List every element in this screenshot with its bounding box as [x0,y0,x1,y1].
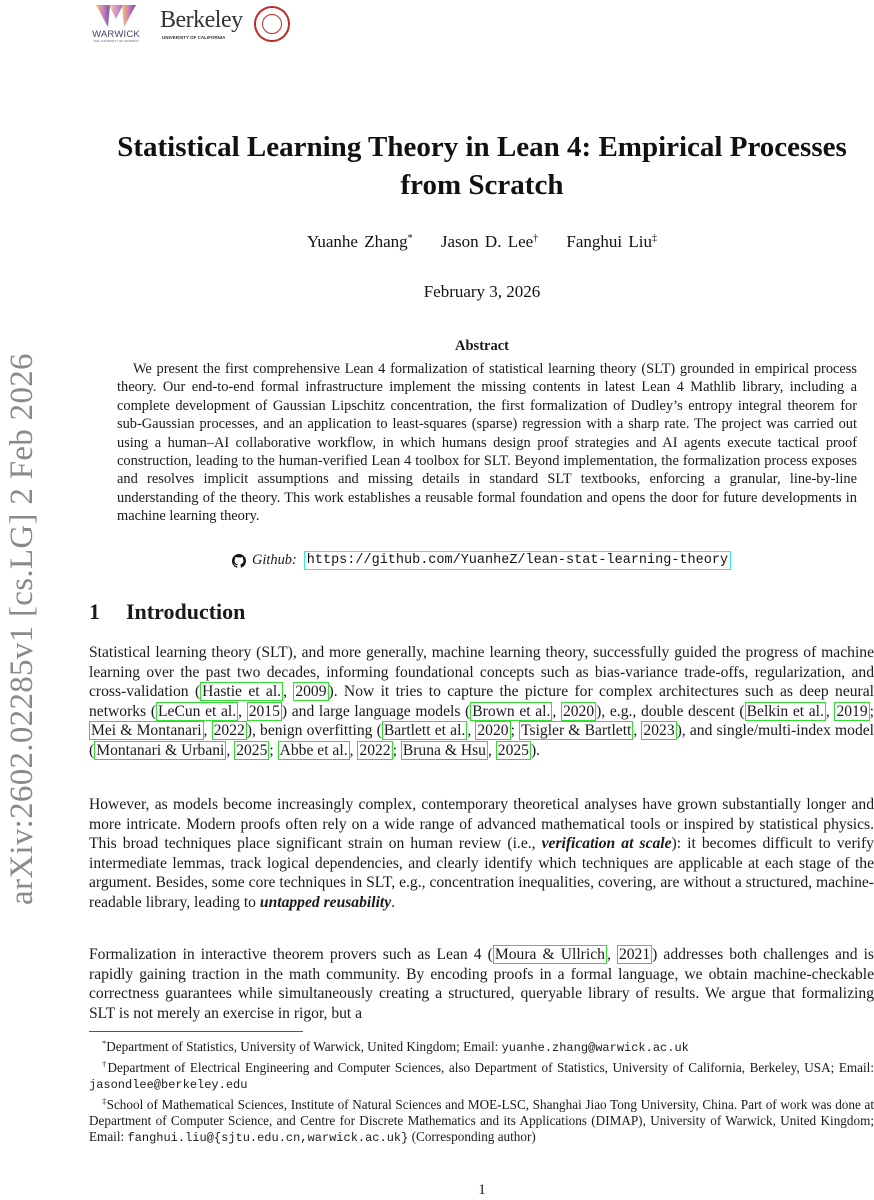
footnote-item [89,1035,874,1056]
footnote-mark: * [102,1038,107,1048]
warwick-w-icon [96,5,136,27]
email-address[interactable]: fanghui.liu@{sjtu.edu.cn,warwick.ac.uk} [127,1131,409,1145]
berkeley-logo [160,3,243,45]
text-run: ), e.g., double descent ( [596,702,745,720]
github-link-line [232,551,731,570]
author [566,232,657,251]
section-number: 1 [89,599,100,624]
citation-year-link[interactable]: 2020 [477,722,509,740]
citation-link[interactable]: Belkin et al. [746,702,824,720]
berkeley-name: Berkeley [160,7,243,33]
berkeley-subtitle: UNIVERSITY OF CALIFORNIA [162,35,226,40]
citation-link[interactable]: Montanari & Urbani [96,741,225,759]
footnote-mark[interactable]: † [533,233,539,244]
github-label: Github: [252,552,297,568]
author-name: Jason D. Lee [440,232,534,251]
citation-year-link[interactable]: 2020 [562,702,595,720]
emphasis-verification-at-scale: verification at scale [541,835,672,853]
text-run: ). Now it tries to capture the picture for complex architectures such as deep neural networks ( [89,683,874,720]
citation-year-link[interactable]: 2019 [836,702,868,720]
text-run: ), benign overfitting ( [246,722,382,740]
paper-title: Statistical Learning Theory in Lean 4: Empirical Processes from Scratch [117,131,847,201]
citation-link[interactable]: Bartlett et al. [383,722,466,740]
footnote-mark[interactable]: * [407,233,413,244]
author-list [90,232,874,252]
arxiv-identifier-stamp: arXiv:2602.02285v1 [cs.LG] 2 Feb 2026 [4,353,40,905]
publication-date: February 3, 2026 [423,282,541,301]
footnote-mark: † [102,1059,108,1069]
github-icon [232,554,246,568]
footnote-item [89,1056,874,1093]
github-url-link[interactable]: https://github.com/YuanheZ/lean-stat-learning-theory [304,551,731,570]
footnote-divider [89,1031,303,1032]
citation-link[interactable]: Moura & Ullrich [494,946,605,963]
citation-year-link[interactable]: 2025 [236,741,268,759]
footnote-mark[interactable]: ‡ [652,233,658,244]
footnote-suffix: (Corresponding author) [408,1129,536,1144]
email-address[interactable]: jasondlee@berkeley.edu [89,1078,248,1092]
citation-year-link[interactable]: 2025 [497,741,529,759]
citation-year-link[interactable]: 2021 [618,946,651,963]
section-title: Introduction [126,599,246,624]
citation-link[interactable]: Abbe et al. [279,741,348,759]
footnote-text: Department of Electrical Engineering and Computer Sciences, also Department of Statistics, University of California, Berkeley, USA; Email: [107,1060,874,1075]
institution-logos [86,2,290,46]
warwick-logo [86,3,146,45]
footnote-text: School of Mathematical Sciences, Institute of Natural Sciences and MOE-LSC, Shanghai Jiao Tong University, China. Part of work was done at Department of Computer Science, and Centre for Discrete Mathematics and its Applications (DIMAP), University of Warwick, United Kingdom; Email: [89,1097,874,1144]
text-run: ): it becomes difficult to verify intermediate lemmas, track logical dependencies, and clearly identify which techniques are applicable at each stage of the argument. Besides, some core techniques in SLT, e.g., concentration inequalities, covering, are without a structured, machine-readable library, leading to [89,835,874,911]
intro-paragraph-3: Formalization in interactive theorem provers such as Lean 4 ( Moura & Ullrich , 2021 ) addresses both challenges and is rapidly gaining traction in the math community. By encoding proofs in a formal language, we obtain machine-checkable correctness guarantees while simultaneously creating a structured, queryable library of results. We argue that formalizing SLT is not merely an exercise in rigor, but a [89,946,874,1022]
text-run: Statistical learning theory (SLT), and more generally, machine learning theory, successfully guided the progress of machine learning over the past two decades, informing foundational concepts such as bias-variance trade-offs, regularization, and cross-validation ( [89,644,874,701]
citation-year-link[interactable]: 2022 [359,741,391,759]
citation-link[interactable]: Brown et al. [472,702,551,720]
text-run: ) addresses both challenges and is rapidly gaining traction in the math community. By encoding proofs in a formal language, we obtain machine-checkable correctness guarantees while simultaneously creating a structured, queryable library of results. We argue that formalizing SLT is not merely an exercise in rigor, but a [89,946,874,1022]
section-heading-introduction [89,599,245,625]
footnote-text: Department of Statistics, University of Warwick, United Kingdom; Email: [106,1039,502,1054]
author [441,232,538,251]
citation-link[interactable]: Hastie et al. [202,683,282,701]
abstract-text: We present the first comprehensive Lean 4 formalization of statistical learning theory (SLT) grounded in empirical process theory. Our end-to-end formal infrastructure implement the missing contents in latest Lean 4 Mathlib library, including a complete development of Gaussian Lipschitz concentration, the first formalization of Dudley’s entropy integral theorem for sub-Gaussian processes, and an application to least-squares (sparse) regression with a sharp rate. The project was carried out using a human–AI collaborative workflow, in which humans design proof strategies and AI agents execute tactical proof construction, leading to the human-verified Lean 4 toolbox for SLT. Beyond implementation, the formalization process exposes and resolves implicit assumptions and missing details in standard SLT textbooks, enforcing a granular, line-by-line understanding of the theory. This work establishes a reusable formal foundation and opens the door for future developments in machine learning theory. [117,361,857,525]
text-run: Formalization in interactive theorem provers such as Lean 4 ( [89,946,493,963]
footnote-item [89,1093,874,1146]
warwick-name: WARWICK [92,29,140,40]
citation-year-link[interactable]: 2009 [295,683,327,701]
page-number: 1 [478,1182,486,1198]
text-run: ), and single/multi-index model ( [89,722,874,759]
citation-link[interactable]: Mei & Montanari [91,722,202,740]
citation-link[interactable]: Tsigler & Bartlett [521,722,632,740]
author [307,232,413,251]
text-run: ). [530,741,541,759]
citation-year-link[interactable]: 2023 [643,722,675,740]
footnote-mark: ‡ [102,1096,107,1106]
text-run: ) and large language models ( [281,702,471,720]
abstract-heading: Abstract [455,338,509,354]
text-run: . [391,893,396,911]
email-address[interactable]: yuanhe.zhang@warwick.ac.uk [501,1041,689,1055]
author-name: Fanghui Liu [566,232,653,251]
intro-paragraph-2 [89,795,874,913]
citation-year-link[interactable]: 2015 [248,702,280,720]
footnotes [89,1035,874,1146]
sjtu-seal-inner-ring [262,14,282,34]
citation-link[interactable]: LeCun et al. [158,702,237,720]
citation-year-link[interactable]: 2022 [213,722,245,740]
emphasis-untapped-reusability: untapped reusability [259,893,392,911]
sjtu-seal-logo [254,6,290,42]
warwick-subtitle: THE UNIVERSITY OF WARWICK [93,39,139,43]
author-name: Yuanhe Zhang [306,232,408,251]
text-run: However, as models become increasingly complex, contemporary theoretical analyses have grown substantially longer and more intricate. Modern proofs often rely on a wide range of advanced mathematical tools or inspired by statistical physics. This broad techniques place significant strain on human review (i.e., [89,796,874,853]
intro-paragraph-1: Statistical learning theory (SLT), and more generally, machine learning theory, successfully guided the progress of machine learning over the past two decades, informing foundational concepts such as bias-variance trade-offs, regularization, and cross-validation ( Hastie et al. , 2009 ). Now it tries to capture the picture for complex architectures such as deep neural networks ( LeCun et al. , 2015 ) and large language models ( Brown et al. , 2020 ), e.g., double descent ( Belkin et al. , 2019 ; Mei & Montanari , 2022 ), benign overfitting ( Bartlett et al. , 2020 ; Tsigler & Bartlett , 2023 ), and single/multi-index model ( Montanari & Urbani , 2025 ; Abbe et al. , 2022 ; Bruna & Hsu , 2025 ). [89,644,874,759]
citation-link[interactable]: Bruna & Hsu [402,741,486,759]
